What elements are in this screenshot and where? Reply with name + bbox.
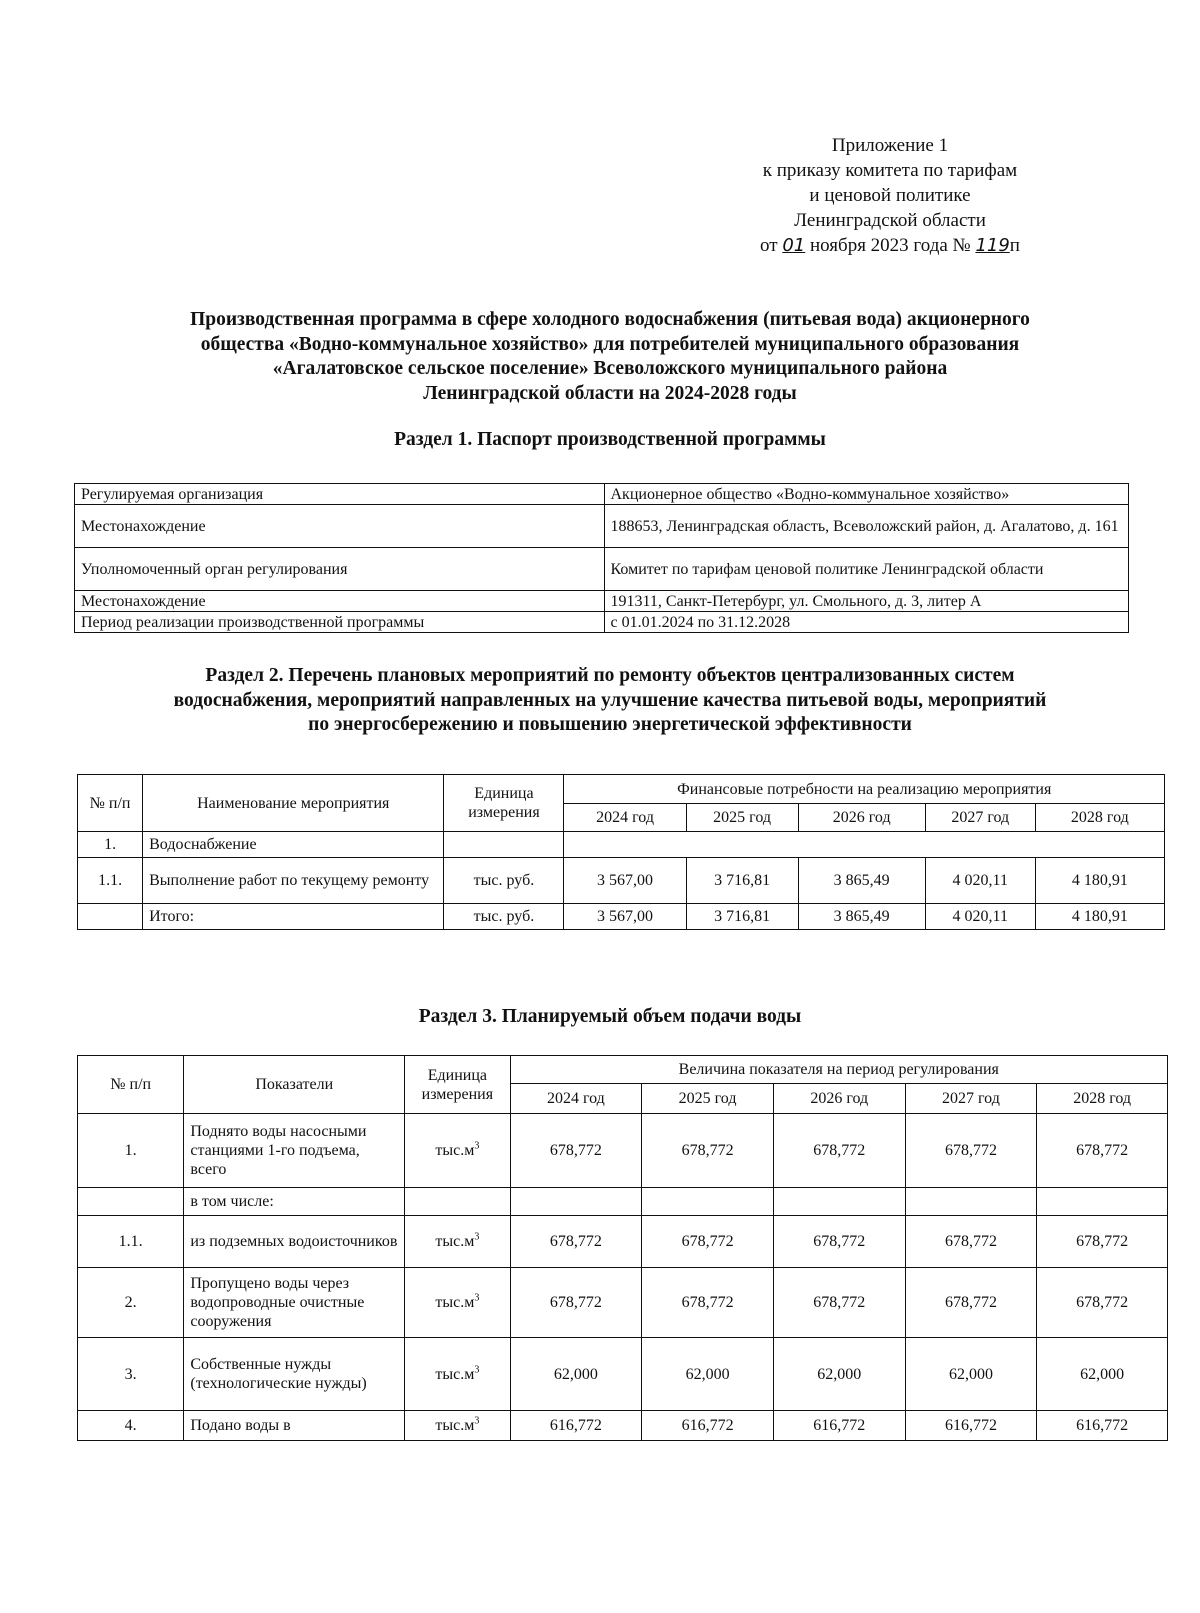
row-num: 1.1. [78,858,143,904]
table-row [75,548,1129,591]
unit-sup: 3 [474,1292,480,1304]
passport-value: 191311, Санкт-Петербург, ул. Смольного, д. 3, литер А [604,591,1129,612]
appendix-day-handwritten: 01 [782,235,806,256]
title-line2: общества «Водно-коммунальное хозяйство» для потребителей муниципального образования [200,333,1020,355]
row-name: из подземных водоисточников [184,1216,405,1268]
measures-table [77,774,1165,930]
section3-heading: Раздел 3. Планируемый объем подачи воды [418,1006,802,1027]
appendix-line4: Ленинградской области [794,210,986,231]
row-value: 616,772 [773,1411,905,1441]
appendix-date-prefix: от [760,235,778,256]
header-unit: Единица измерения [444,775,564,832]
title-line3: «Агалатовское сельское поселение» Всеволожского муниципального района [272,358,948,379]
row-unit [405,1338,510,1411]
table-header-row [78,775,1165,804]
row-value: 678,772 [773,1114,905,1188]
appendix-line1: Приложение 1 [831,135,949,156]
header-year: 2028 год [1037,1084,1168,1114]
unit-text: тыс.м [435,1417,475,1434]
appendix-line3: и ценовой политике [809,185,971,206]
passport-table [74,483,1129,633]
row-value: 3 716,81 [686,904,798,930]
row-value: 678,772 [773,1268,905,1338]
passport-label: Период реализации производственной программы [75,612,605,633]
appendix-suffix: п [1009,235,1020,256]
row-value: 678,772 [773,1216,905,1268]
table-row [78,1114,1168,1188]
row-value: 62,000 [642,1338,774,1411]
header-year: 2026 год [798,804,925,832]
row-unit [405,1268,510,1338]
header-year: 2025 год [642,1084,774,1114]
table-row [78,1216,1168,1268]
row-value: 3 567,00 [564,904,686,930]
passport-label: Местонахождение [75,591,605,612]
title-line4: Ленинградской области на 2024-2028 годы [423,382,797,404]
header-unit: Единица измерения [405,1056,510,1114]
header-num: № п/п [78,1056,184,1114]
row-unit [405,1216,510,1268]
passport-value: 188653, Ленинградская область, Всеволожский район, д. Агалатово, д. 161 [604,505,1129,548]
row-value-empty [905,1188,1037,1216]
row-value: 678,772 [642,1114,774,1188]
row-value: 678,772 [1037,1216,1168,1268]
row-value: 3 865,49 [798,858,925,904]
appendix-date-middle: ноября 2023 года № [809,235,971,256]
header-year: 2025 год [686,804,798,832]
table-row [78,904,1165,930]
unit-sup: 3 [474,1364,480,1376]
table-row [78,1338,1168,1411]
row-value: 62,000 [905,1338,1037,1411]
row-value: 4 180,91 [1035,904,1164,930]
row-value: 3 716,81 [686,858,798,904]
row-value: 678,772 [510,1114,642,1188]
unit-text: тыс.м [435,1142,475,1159]
row-value: 616,772 [642,1411,774,1441]
water-supply-table [77,1055,1168,1441]
section1-heading: Раздел 1. Паспорт производственной программы [394,429,826,450]
row-value: 62,000 [1037,1338,1168,1411]
title-line1: Производственная программа в сфере холодного водоснабжения (питьевая вода) акционерного [190,309,1030,330]
row-value: 62,000 [773,1338,905,1411]
header-name: Наименование мероприятия [143,775,444,832]
row-value: 678,772 [905,1216,1037,1268]
row-unit [405,1114,510,1188]
section2-heading-line1: Раздел 2. Перечень плановых мероприятий по ремонту объектов централизованных систем [205,665,1015,686]
row-unit: тыс. руб. [444,858,564,904]
row-name: Подано воды в [184,1411,405,1441]
row-value-empty [773,1188,905,1216]
row-num: 4. [78,1411,184,1441]
table-row [75,484,1129,505]
row-value-empty [1037,1188,1168,1216]
header-year: 2026 год [773,1084,905,1114]
row-value: 678,772 [905,1114,1037,1188]
section2-heading-line2: водоснабжения, мероприятий направленных на улучшение качества питьевой воды, мероприятий [173,689,1047,711]
row-unit-empty [405,1188,510,1216]
row-name: Водоснабжение [143,832,444,858]
row-value: 678,772 [905,1268,1037,1338]
table-row [78,1411,1168,1441]
row-value: 678,772 [642,1216,774,1268]
table-row [75,505,1129,548]
header-finance: Финансовые потребности на реализацию мероприятия [564,775,1165,804]
row-name: Поднято воды насосными станциями 1-го подъема, всего [184,1114,405,1188]
row-name: Выполнение работ по текущему ремонту [143,858,444,904]
appendix-line2: к приказу комитета по тарифам [762,160,1018,181]
header-num: № п/п [78,775,143,832]
unit-sup: 3 [474,1415,480,1427]
table-row [78,1268,1168,1338]
row-value: 62,000 [510,1338,642,1411]
section2-heading-line3: по энергосбережению и повышению энергетической эффективности [308,714,912,735]
unit-text: тыс.м [435,1365,475,1383]
table-row [78,832,1165,858]
appendix-order-line [700,233,1080,258]
row-value: 678,772 [642,1268,774,1338]
row-name: Собственные нужды (технологические нужды) [184,1338,405,1411]
row-num: 1. [78,1114,184,1188]
row-value-empty [642,1188,774,1216]
table-row [78,1188,1168,1216]
unit-sup: 3 [474,1140,480,1152]
row-unit: тыс. руб. [444,904,564,930]
row-num: 1. [78,832,143,858]
table-row [75,591,1129,612]
passport-label: Уполномоченный орган регулирования [75,548,605,591]
unit-text: тыс.м [435,1233,475,1250]
row-value: 616,772 [905,1411,1037,1441]
unit-text: тыс.м [435,1294,475,1311]
header-year: 2027 год [925,804,1035,832]
row-value: 616,772 [510,1411,642,1441]
row-value: 4 020,11 [925,904,1035,930]
appendix-number-handwritten: 119 [975,235,1010,256]
unit-sup: 3 [474,1231,480,1243]
table-row [78,858,1165,904]
table-header-row [78,1056,1168,1084]
row-value: 4 180,91 [1035,858,1164,904]
header-value: Величина показателя на период регулирования [510,1056,1167,1084]
row-name: Итого: [143,904,444,930]
section2-heading [60,664,1160,738]
row-num: 2. [78,1268,184,1338]
passport-label: Регулируемая организация [75,484,605,505]
header-year: 2024 год [564,804,686,832]
row-value: 3 865,49 [798,904,925,930]
table-row [75,612,1129,633]
header-name: Показатели [184,1056,405,1114]
row-value: 678,772 [1037,1268,1168,1338]
row-value: 616,772 [1037,1411,1168,1441]
passport-value: с 01.01.2024 по 31.12.2028 [604,612,1129,633]
row-value: 4 020,11 [925,858,1035,904]
row-unit [444,832,564,858]
row-name: Пропущено воды через водопроводные очистные сооружения [184,1268,405,1338]
row-num [78,1188,184,1216]
passport-value: Акционерное общество «Водно-коммунальное хозяйство» [604,484,1129,505]
row-num [78,904,143,930]
row-value-empty [510,1188,642,1216]
row-name: в том числе: [184,1188,405,1216]
row-num: 3. [78,1338,184,1411]
row-empty-values [564,832,1165,858]
row-value: 678,772 [510,1216,642,1268]
header-year: 2028 год [1035,804,1164,832]
document-title [90,308,1130,406]
row-value: 678,772 [510,1268,642,1338]
row-unit [405,1411,510,1441]
row-value: 3 567,00 [564,858,686,904]
passport-value: Комитет по тарифам ценовой политике Ленинградской области [604,548,1129,591]
appendix-header [700,133,1080,258]
header-year: 2027 год [905,1084,1037,1114]
row-num: 1.1. [78,1216,184,1268]
row-value: 678,772 [1037,1114,1168,1188]
passport-label: Местонахождение [75,505,605,548]
header-year: 2024 год [510,1084,642,1114]
